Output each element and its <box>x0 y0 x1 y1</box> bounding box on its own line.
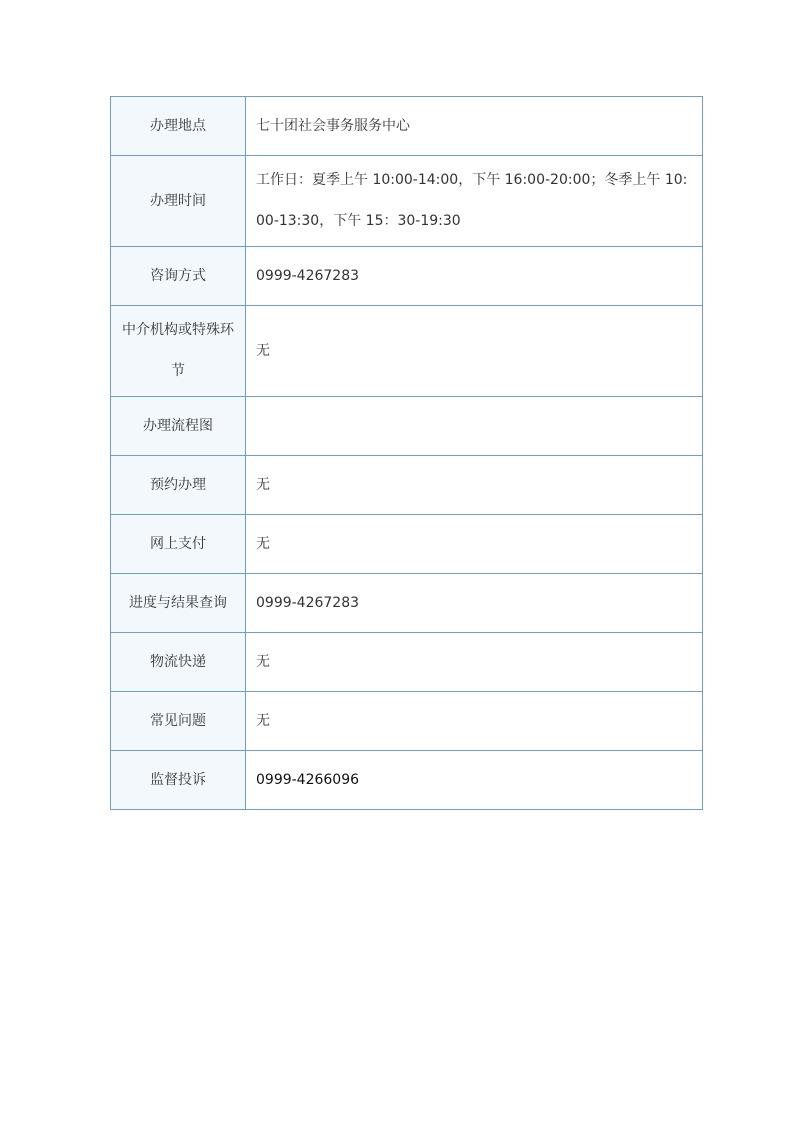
row-value-hours: 工作日：夏季上午 10:00-14:00，下午 16:00-20:00；冬季上午 10:00-13:30，下午 15：30-19:30 <box>246 156 703 247</box>
row-value-location: 七十团社会事务服务中心 <box>246 97 703 156</box>
row-value-online-payment: 无 <box>246 515 703 574</box>
row-label-flowchart: 办理流程图 <box>111 397 246 456</box>
row-value-complaint: 0999-4266096 <box>246 751 703 810</box>
table-row <box>111 247 703 306</box>
row-label-consult: 咨询方式 <box>111 247 246 306</box>
row-label-location: 办理地点 <box>111 97 246 156</box>
row-label-appointment: 预约办理 <box>111 456 246 515</box>
table-row <box>111 97 703 156</box>
row-label-complaint: 监督投诉 <box>111 751 246 810</box>
row-value-consult: 0999-4267283 <box>246 247 703 306</box>
row-value-intermediary: 无 <box>246 306 703 397</box>
row-value-flowchart <box>246 397 703 456</box>
row-value-faq: 无 <box>246 692 703 751</box>
row-label-online-payment: 网上支付 <box>111 515 246 574</box>
table-row <box>111 515 703 574</box>
table-row <box>111 456 703 515</box>
row-value-logistics: 无 <box>246 633 703 692</box>
table-row <box>111 633 703 692</box>
table-row <box>111 306 703 397</box>
row-label-hours: 办理时间 <box>111 156 246 247</box>
service-info-table <box>110 96 703 810</box>
row-value-appointment: 无 <box>246 456 703 515</box>
row-label-faq: 常见问题 <box>111 692 246 751</box>
row-label-progress-query: 进度与结果查询 <box>111 574 246 633</box>
row-label-logistics: 物流快递 <box>111 633 246 692</box>
row-value-progress-query: 0999-4267283 <box>246 574 703 633</box>
table-row <box>111 397 703 456</box>
table-row <box>111 692 703 751</box>
table-row <box>111 574 703 633</box>
row-label-intermediary: 中介机构或特殊环节 <box>111 306 246 397</box>
table-row <box>111 156 703 247</box>
table-row <box>111 751 703 810</box>
